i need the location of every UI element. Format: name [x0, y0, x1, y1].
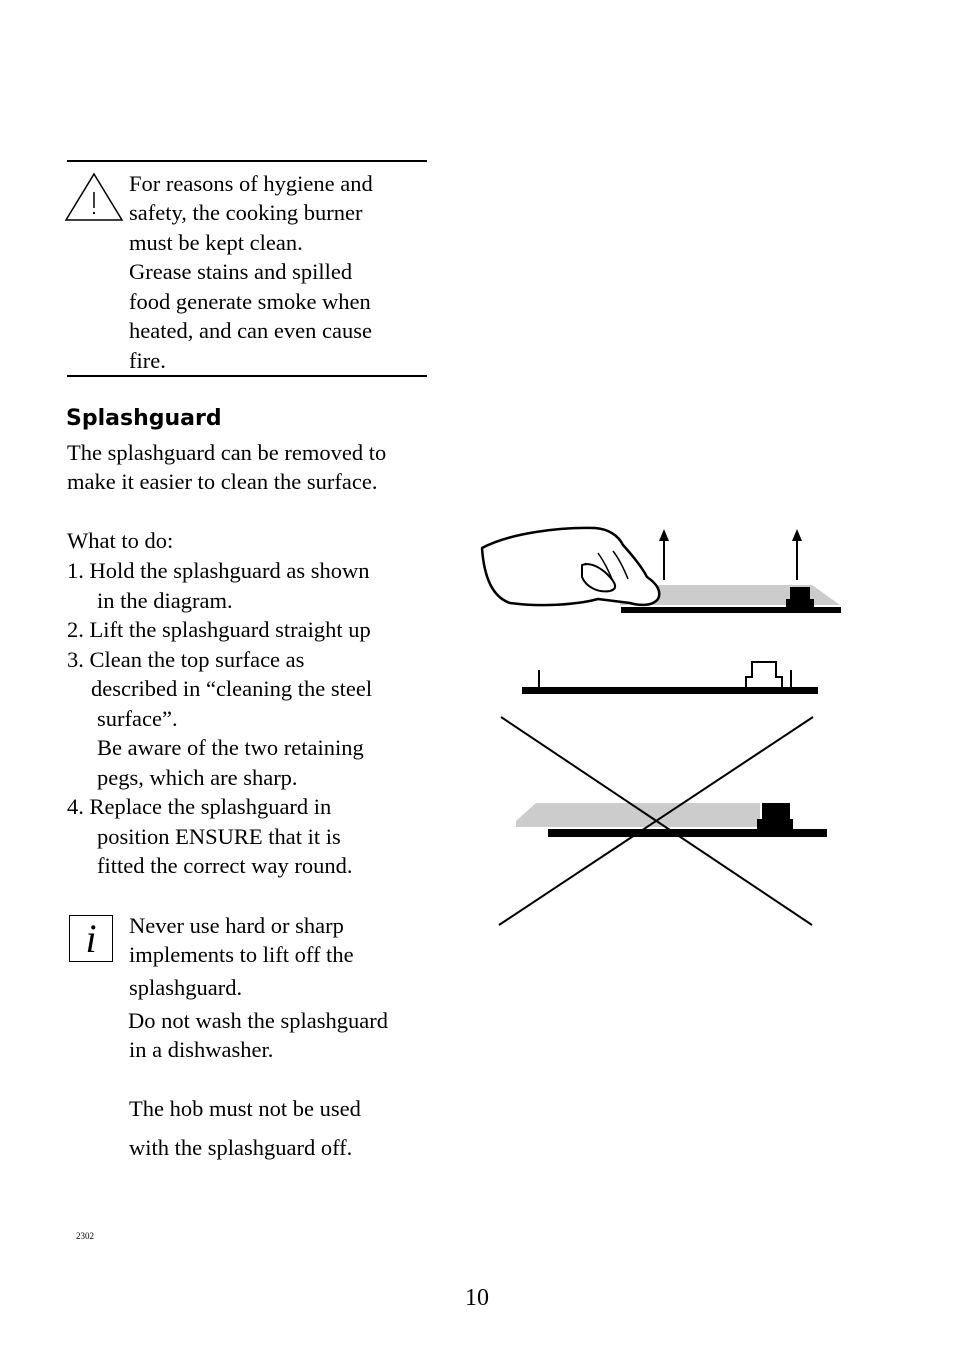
warning-triangle-icon [64, 172, 124, 224]
info-line: The hob must not be used [129, 1096, 361, 1121]
intro-line: make it easier to clean the surface. [67, 469, 378, 494]
hob-surface [621, 607, 841, 613]
step-line: fitted the correct way round. [97, 853, 353, 878]
warning-line: food generate smoke when [129, 289, 371, 314]
warning-line: For reasons of hygiene and [129, 171, 373, 196]
step-line: pegs, which are sharp. [97, 765, 298, 790]
info-line: splashguard. [129, 975, 243, 1000]
up-arrow-icon [659, 529, 669, 580]
warning-line: heated, and can even cause [129, 318, 372, 343]
step-line: surface”. [97, 706, 178, 731]
wrong-way-illustration [499, 717, 827, 925]
retaining-peg-base [757, 819, 793, 829]
step-line: 4. Replace the splashguard in [67, 794, 332, 819]
intro-line: The splashguard can be removed to [67, 440, 387, 465]
info-line: Never use hard or sharp [129, 913, 344, 938]
step-line: position ENSURE that it is [97, 824, 341, 849]
hob-surface [548, 829, 827, 837]
warning-line: safety, the cooking burner [129, 200, 363, 225]
info-icon-letter: i [85, 915, 97, 961]
up-arrow-icon [792, 529, 802, 580]
step-line: in the diagram. [97, 588, 233, 613]
warning-line: must be kept clean. [129, 230, 303, 255]
info-line: with the splashguard off. [129, 1135, 353, 1160]
step-line: 1. Hold the splashguard as shown [67, 558, 370, 583]
retaining-peg [762, 803, 790, 821]
step-line: described in “cleaning the steel [91, 676, 373, 701]
removed-guard-illustration [522, 662, 818, 694]
step-line: 2. Lift the splashguard straight up [67, 617, 371, 642]
step-line: Be aware of the two retaining [97, 735, 364, 760]
section-heading: Splashguard [66, 406, 222, 431]
info-line: Do not wash the splashguard [128, 1008, 388, 1033]
what-to-do-label: What to do: [67, 528, 174, 553]
info-line: in a dishwasher. [129, 1037, 274, 1062]
warning-line: fire. [129, 348, 166, 373]
hob-surface [522, 687, 818, 694]
warning-top-rule [67, 160, 427, 162]
warning-line: Grease stains and spilled [129, 259, 353, 284]
warning-bottom-rule [67, 375, 427, 377]
peg-cutout [746, 662, 782, 687]
document-code: 2302 [76, 1231, 94, 1241]
splashguard-diagram [470, 515, 870, 935]
info-line: implements to lift off the [129, 942, 354, 967]
lift-illustration [482, 528, 841, 613]
retaining-peg-base [786, 599, 814, 607]
hand-icon [482, 528, 659, 605]
info-icon [69, 915, 113, 962]
page-number: 10 [465, 1285, 489, 1311]
splashguard-plate [516, 803, 760, 827]
step-line: 3. Clean the top surface as [67, 647, 305, 672]
